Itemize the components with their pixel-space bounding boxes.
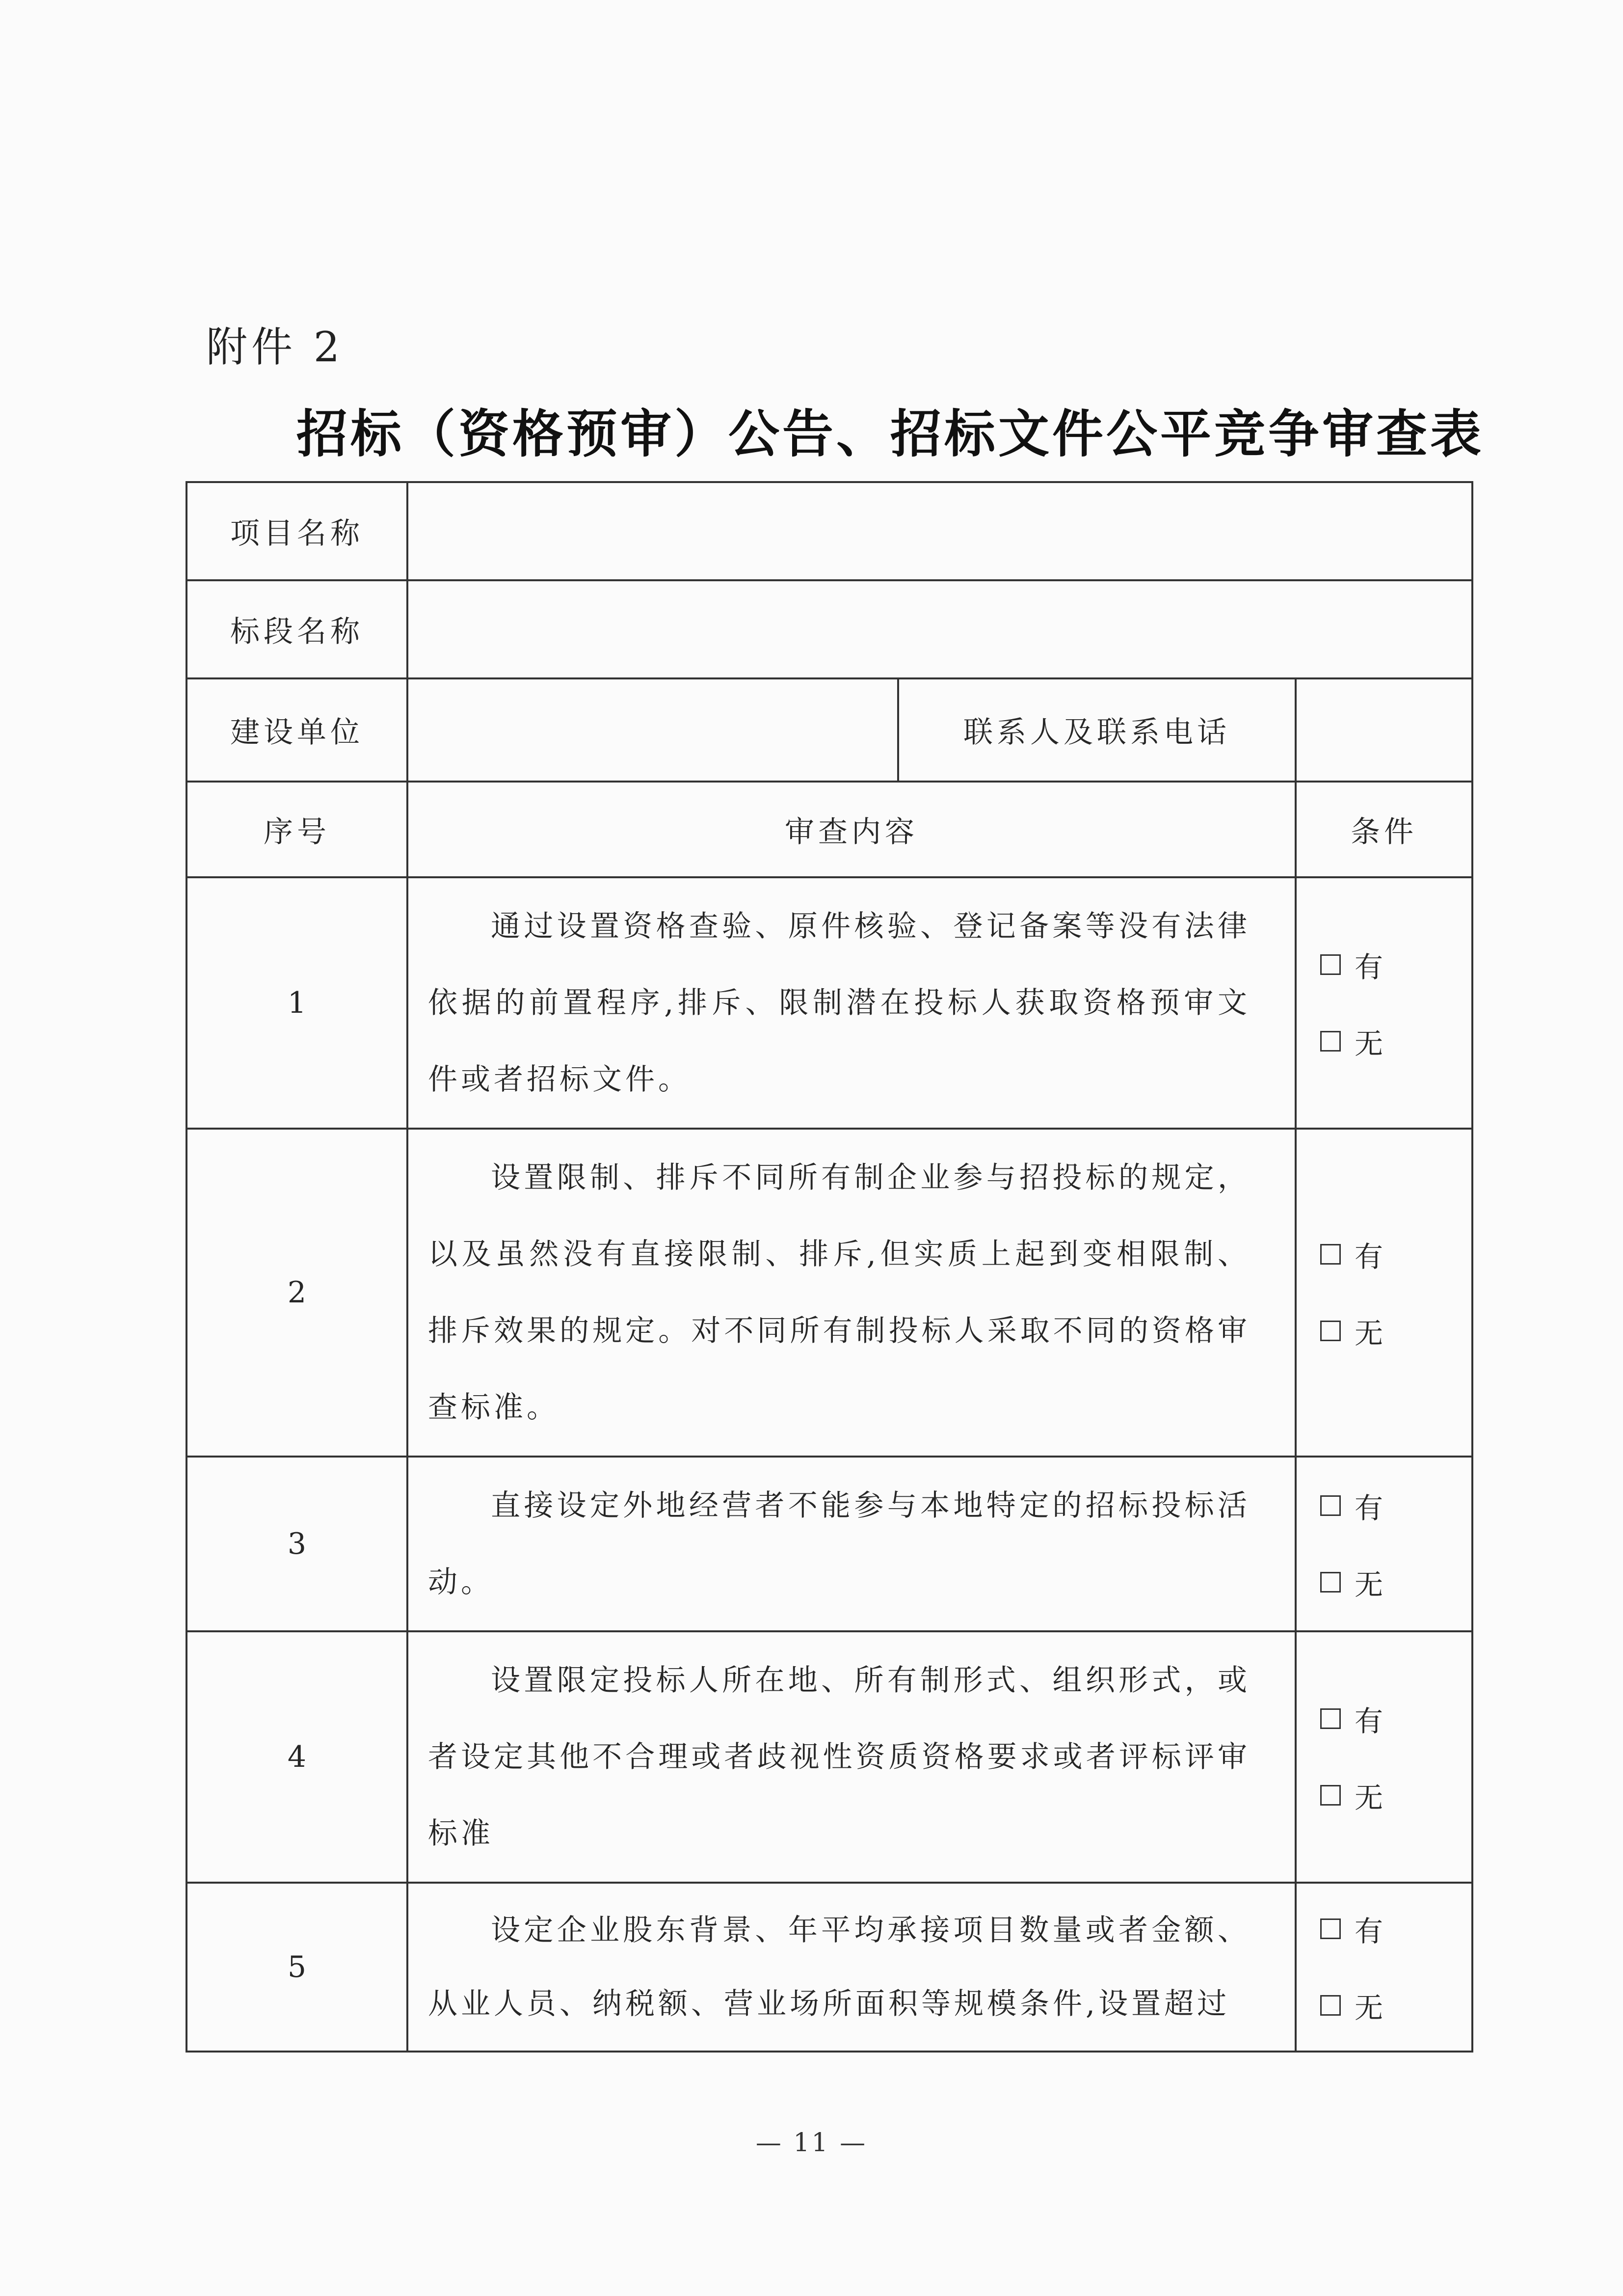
option-yes[interactable]	[1320, 1216, 1471, 1293]
option-yes-label: 有	[1355, 1915, 1384, 1948]
row-seq: 2	[186, 1129, 407, 1457]
project-name-label: 项目名称	[186, 482, 407, 580]
row-condition	[1296, 1883, 1472, 2052]
document-title: 招标（资格预审）公告、招标文件公平竞争审查表	[296, 404, 1485, 464]
row-content: 通过设置资格查验、原件核验、登记备案等没有法律依据的前置程序,排斥、限制潜在投标人获取资格预审文件或者招标文件。	[407, 877, 1296, 1129]
checkbox-yes[interactable]	[1320, 1244, 1341, 1265]
option-no[interactable]	[1320, 1967, 1471, 2044]
checkbox-yes[interactable]	[1320, 1495, 1341, 1516]
checkbox-no[interactable]	[1320, 1785, 1341, 1806]
contact-field[interactable]	[1296, 678, 1472, 782]
builder-label: 建设单位	[186, 678, 407, 782]
checkbox-yes[interactable]	[1320, 954, 1341, 975]
review-table	[186, 481, 1473, 2053]
section-name-field[interactable]	[407, 580, 1472, 678]
option-yes[interactable]	[1320, 926, 1471, 1003]
option-yes-label: 有	[1355, 1704, 1384, 1738]
option-yes[interactable]	[1320, 1467, 1471, 1544]
row-content: 设置限定投标人所在地、所有制形式、组织形式，或者设定其他不合理或者歧视性资质资格要求或者评标评审标准	[407, 1631, 1296, 1883]
option-no-label: 无	[1355, 1027, 1384, 1060]
checkbox-yes[interactable]	[1320, 1918, 1341, 1939]
row-condition	[1296, 877, 1472, 1129]
column-header-seq: 序号	[186, 782, 407, 877]
contact-label: 联系人及联系电话	[898, 678, 1296, 782]
row-condition	[1296, 1129, 1472, 1457]
builder-row	[186, 678, 1472, 782]
checkbox-no[interactable]	[1320, 1031, 1341, 1052]
row-content: 直接设定外地经营者不能参与本地特定的招标投标活动。	[407, 1457, 1296, 1631]
row-content: 设定企业股东背景、年平均承接项目数量或者金额、从业人员、纳税额、营业场所面积等规模条件,设置超过	[407, 1883, 1296, 2052]
column-header-content: 审查内容	[407, 782, 1296, 877]
option-no-label: 无	[1355, 1991, 1384, 2025]
attachment-label: 附件 2	[206, 323, 344, 371]
table-row	[186, 1457, 1472, 1631]
option-no-label: 无	[1355, 1781, 1384, 1814]
project-name-row	[186, 482, 1472, 580]
table-row	[186, 1631, 1472, 1883]
section-name-row	[186, 580, 1472, 678]
column-header-condition: 条件	[1296, 782, 1472, 877]
column-header-row	[186, 782, 1472, 877]
option-yes-label: 有	[1355, 950, 1384, 984]
page-number: — 11 —	[755, 2128, 868, 2158]
project-name-field[interactable]	[407, 482, 1472, 580]
option-no[interactable]	[1320, 1293, 1471, 1369]
table-row	[186, 877, 1472, 1129]
option-yes[interactable]	[1320, 1680, 1471, 1757]
table-row	[186, 1129, 1472, 1457]
row-condition	[1296, 1457, 1472, 1631]
option-yes[interactable]	[1320, 1891, 1471, 1967]
row-seq: 5	[186, 1883, 407, 2052]
option-no-label: 无	[1355, 1317, 1384, 1350]
checkbox-no[interactable]	[1320, 1321, 1341, 1341]
option-yes-label: 有	[1355, 1240, 1384, 1273]
row-seq: 1	[186, 877, 407, 1129]
checkbox-no[interactable]	[1320, 1572, 1341, 1593]
option-yes-label: 有	[1355, 1491, 1384, 1525]
row-seq: 3	[186, 1457, 407, 1631]
checkbox-no[interactable]	[1320, 1995, 1341, 2016]
builder-field[interactable]	[407, 678, 898, 782]
table-row	[186, 1883, 1472, 2052]
section-name-label: 标段名称	[186, 580, 407, 678]
option-no-label: 无	[1355, 1568, 1384, 1601]
option-no[interactable]	[1320, 1757, 1471, 1834]
checkbox-yes[interactable]	[1320, 1708, 1341, 1729]
row-condition	[1296, 1631, 1472, 1883]
row-content: 设置限制、排斥不同所有制企业参与招投标的规定，以及虽然没有直接限制、排斥,但实质上起到变相限制、排斥效果的规定。对不同所有制投标人采取不同的资格审查标准。	[407, 1129, 1296, 1457]
row-seq: 4	[186, 1631, 407, 1883]
option-no[interactable]	[1320, 1003, 1471, 1080]
option-no[interactable]	[1320, 1544, 1471, 1621]
